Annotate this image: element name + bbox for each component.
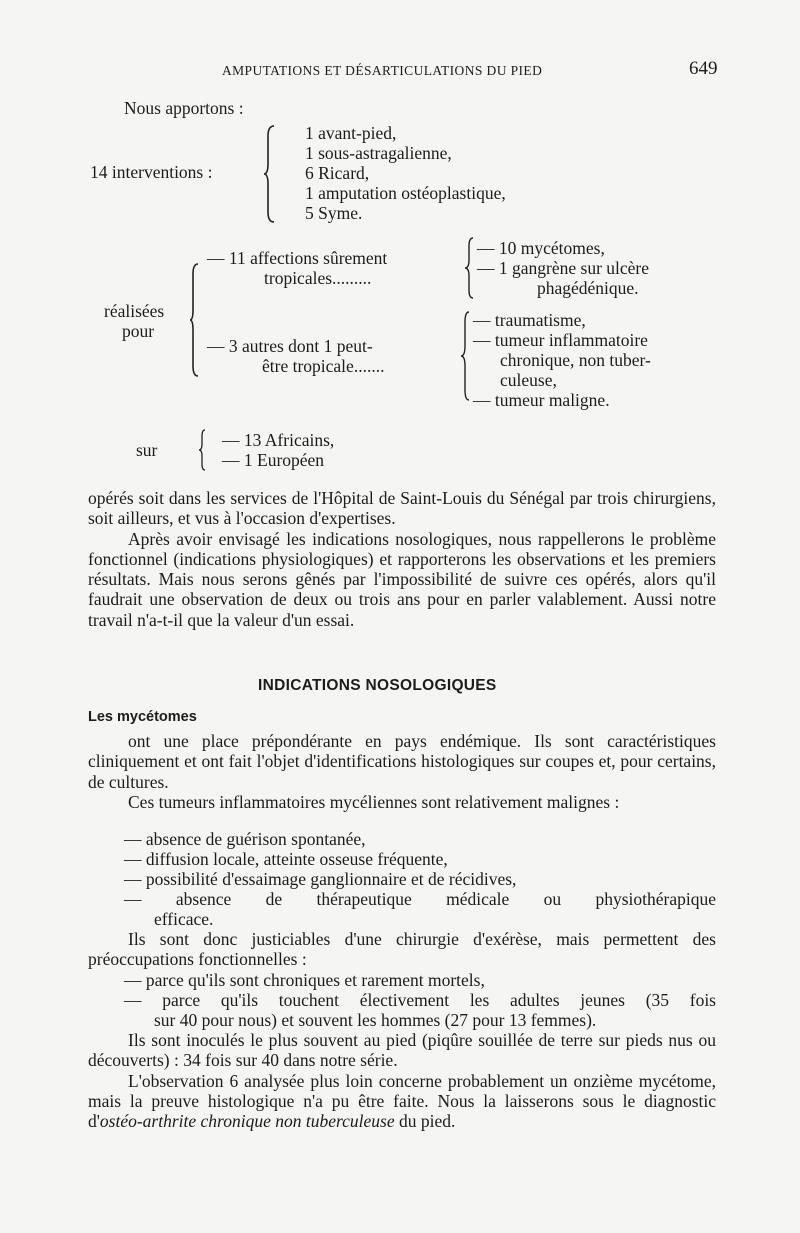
group2-item: — tumeur inflammatoire xyxy=(473,330,648,350)
pour-label: pour xyxy=(122,321,155,341)
page-number: 649 xyxy=(689,58,718,79)
group1-brace xyxy=(463,236,477,300)
intervention-item: 5 Syme. xyxy=(305,203,363,223)
intervention-item: 1 amputation ostéoplastique, xyxy=(305,183,506,203)
list-item: efficace. xyxy=(154,909,214,929)
group1-line1: — 11 affections sûrement xyxy=(207,248,388,268)
sur-brace xyxy=(198,428,208,472)
realisees-label: réalisées xyxy=(104,301,165,321)
sur-item: — 13 Africains, xyxy=(222,430,335,450)
group1-item: — 1 gangrène sur ulcère xyxy=(477,258,650,278)
group2-line2: être tropicale....... xyxy=(262,356,385,376)
list-item: — absence de thérapeutique médicale ou physiothérapique xyxy=(124,889,716,909)
chirurgie-text xyxy=(88,929,716,970)
running-title: AMPUTATIONS ET DÉSARTICULATIONS DU PIED xyxy=(222,63,543,78)
subsection-title: Les mycétomes xyxy=(88,709,197,725)
text-span: du pied. xyxy=(394,1111,456,1132)
group1-item: phagédénique. xyxy=(537,278,639,298)
intro-text: Nous apportons : xyxy=(124,98,244,118)
sur-label: sur xyxy=(136,440,158,460)
group1-line2: tropicales......... xyxy=(264,268,372,288)
group2-item: — tumeur maligne. xyxy=(473,390,610,410)
list-item: sur 40 pour nous) et souvent les hommes (27 pour 13 femmes). xyxy=(154,1010,597,1030)
paragraph: Ils sont inoculés le plus souvent au pied (piqûre souillée de terre sur pieds nus ou découverts) : 34 fois sur 40 dans notre série. xyxy=(88,1030,716,1071)
group2-line1: — 3 autres dont 1 peut- xyxy=(207,336,373,356)
group1-item: — 10 mycétomes, xyxy=(477,238,605,258)
inoculation-text xyxy=(88,1030,716,1131)
body-paragraphs xyxy=(88,488,716,630)
intervention-item: 1 avant-pied, xyxy=(305,123,397,143)
intervention-item: 6 Ricard, xyxy=(305,163,370,183)
paragraph: ont une place prépondérante en pays endémique. Ils sont caractéristiques cliniquement et ont fait l'objet d'identifications histologiques sur coupes et, pour certains, de cultures. xyxy=(88,731,716,792)
paragraph: opérés soit dans les services de l'Hôpital de Saint-Louis du Sénégal par trois chirurgiens, soit ailleurs, et vus à l'occasion d'expertises. xyxy=(88,488,716,529)
list-item: — parce qu'ils touchent électivement les adultes jeunes (35 fois xyxy=(124,990,716,1010)
group2-item: chronique, non tuber- xyxy=(500,350,651,370)
intervention-item: 1 sous-astragalienne, xyxy=(305,143,452,163)
list-item: — parce qu'ils sont chroniques et rarement mortels, xyxy=(124,970,485,990)
section-title: INDICATIONS NOSOLOGIQUES xyxy=(258,677,497,694)
group2-brace xyxy=(459,310,473,402)
group2-item: — traumatisme, xyxy=(473,310,586,330)
paragraph: Ces tumeurs inflammatoires mycéliennes sont relativement malignes : xyxy=(128,791,620,812)
list-item: — possibilité d'essaimage ganglionnaire et de récidives, xyxy=(124,869,517,889)
interventions-brace xyxy=(264,124,280,224)
sur-item: — 1 Européen xyxy=(222,450,325,470)
list-item: — diffusion locale, atteinte osseuse fréquente, xyxy=(124,849,448,869)
italic-diagnosis: ostéo-arthrite chronique non tuberculeuse xyxy=(99,1111,395,1132)
paragraph xyxy=(88,1071,716,1132)
text-span: L'observation 6 analysée plus loin concerne probablement un onzième mycétome, mais la preuve histologique n'a pu être faite. Nous la laisserons sous le diagnostic d' xyxy=(88,1070,716,1132)
realisees-brace xyxy=(190,262,204,378)
mycetomes-text xyxy=(88,731,716,812)
paragraph: Après avoir envisagé les indications nosologiques, nous rappellerons le problème fonctionnel (indications physiologiques) et rapporterons les observations et les premiers résultats. Mais nous serons gênés par l'impossibilité de suivre ces opérés, alors qu'il faudrait une observation de deux ou trois ans pour en parler valablement. Aussi notre travail n'a-t-il que la valeur d'un essai. xyxy=(88,528,716,630)
group2-item: culeuse, xyxy=(500,370,557,390)
paragraph: Ils sont donc justiciables d'une chirurgie d'exérèse, mais permettent des préoccupations fonctionnelles : xyxy=(88,929,716,970)
interventions-label: 14 interventions : xyxy=(90,162,213,182)
list-item: — absence de guérison spontanée, xyxy=(124,829,366,849)
